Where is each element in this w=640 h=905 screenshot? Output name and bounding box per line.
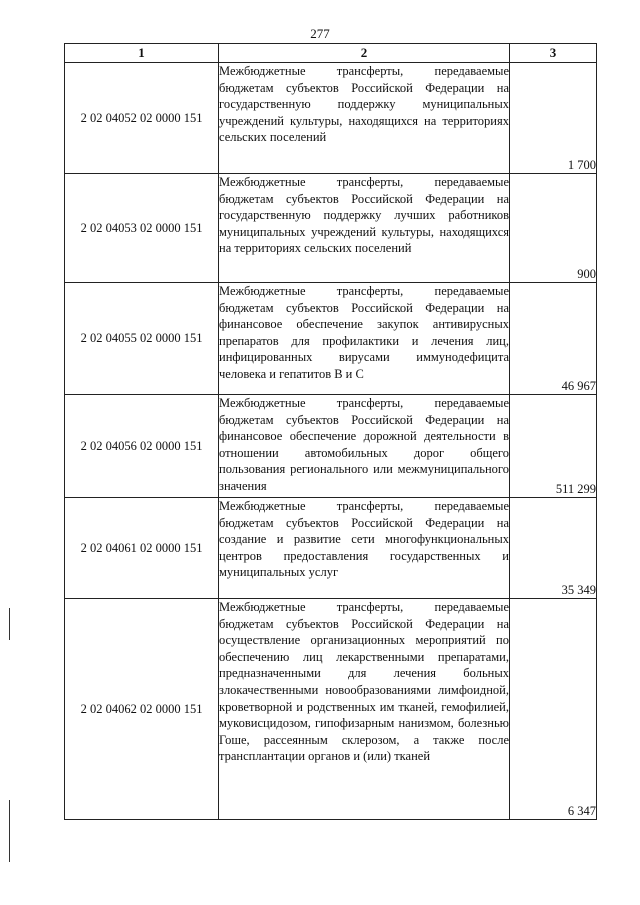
table-row [65, 498, 597, 599]
page-number: 277 [310, 26, 330, 41]
table-row [65, 63, 597, 174]
budget-description: Межбюджетные трансферты, передаваемые бюджетам субъектов Российской Федерации на государственную поддержку муниципальных учреждений культуры, находящихся на территориях сельских поселений [219, 63, 510, 174]
budget-description: Межбюджетные трансферты, передаваемые бюджетам субъектов Российской Федерации на государственную поддержку лучших работников муниципальных учреждений культуры, находящихся на территориях сельских поселений [219, 174, 510, 283]
table-row [65, 283, 597, 395]
budget-code: 2 02 04053 02 0000 151 [65, 174, 219, 283]
budget-code: 2 02 04061 02 0000 151 [65, 498, 219, 599]
budget-amount: 6 347 [510, 599, 597, 820]
scan-margin-line [9, 800, 10, 862]
budget-description: Межбюджетные трансферты, передаваемые бюджетам субъектов Российской Федерации на финансовое обеспечение закупок антивирусных препаратов для профилактики и лечения лиц, инфицированных вирусами иммунодефицита человека и гепатитов В и С [219, 283, 510, 395]
budget-description: Межбюджетные трансферты, передаваемые бюджетам субъектов Российской Федерации на осуществление организационных мероприятий по обеспечению лиц лекарственными препаратами, предназначенными для лечения больных злокачественными новообразованиями лимфоидной, кроветворной и родственных им тканей, гемофилией, муковисцидозом, гипофизарным нанизмом, болезнью Гоше, рассеянным склерозом, а также после трансплантации органов и (или) тканей [219, 599, 510, 820]
budget-description: Межбюджетные трансферты, передаваемые бюджетам субъектов Российской Федерации на создание и развитие сети многофункциональных центров предоставления государственных и муниципальных услуг [219, 498, 510, 599]
scan-margin-line [9, 608, 10, 640]
table-row [65, 395, 597, 498]
column-header-code: 1 [65, 44, 219, 63]
budget-code: 2 02 04056 02 0000 151 [65, 395, 219, 498]
table-row [65, 174, 597, 283]
table-header-row [65, 44, 597, 63]
budget-code: 2 02 04052 02 0000 151 [65, 63, 219, 174]
budget-amount: 900 [510, 174, 597, 283]
budget-amount: 1 700 [510, 63, 597, 174]
budget-amount: 46 967 [510, 283, 597, 395]
table-row [65, 599, 597, 820]
budget-code: 2 02 04062 02 0000 151 [65, 599, 219, 820]
budget-amount: 511 299 [510, 395, 597, 498]
budget-description: Межбюджетные трансферты, передаваемые бюджетам субъектов Российской Федерации на финансовое обеспечение дорожной деятельности в отношении автомобильных дорог общего пользования регионального или межмуниципального значения [219, 395, 510, 498]
column-header-description: 2 [219, 44, 510, 63]
budget-table [64, 43, 597, 820]
column-header-amount: 3 [510, 44, 597, 63]
budget-amount: 35 349 [510, 498, 597, 599]
budget-code: 2 02 04055 02 0000 151 [65, 283, 219, 395]
